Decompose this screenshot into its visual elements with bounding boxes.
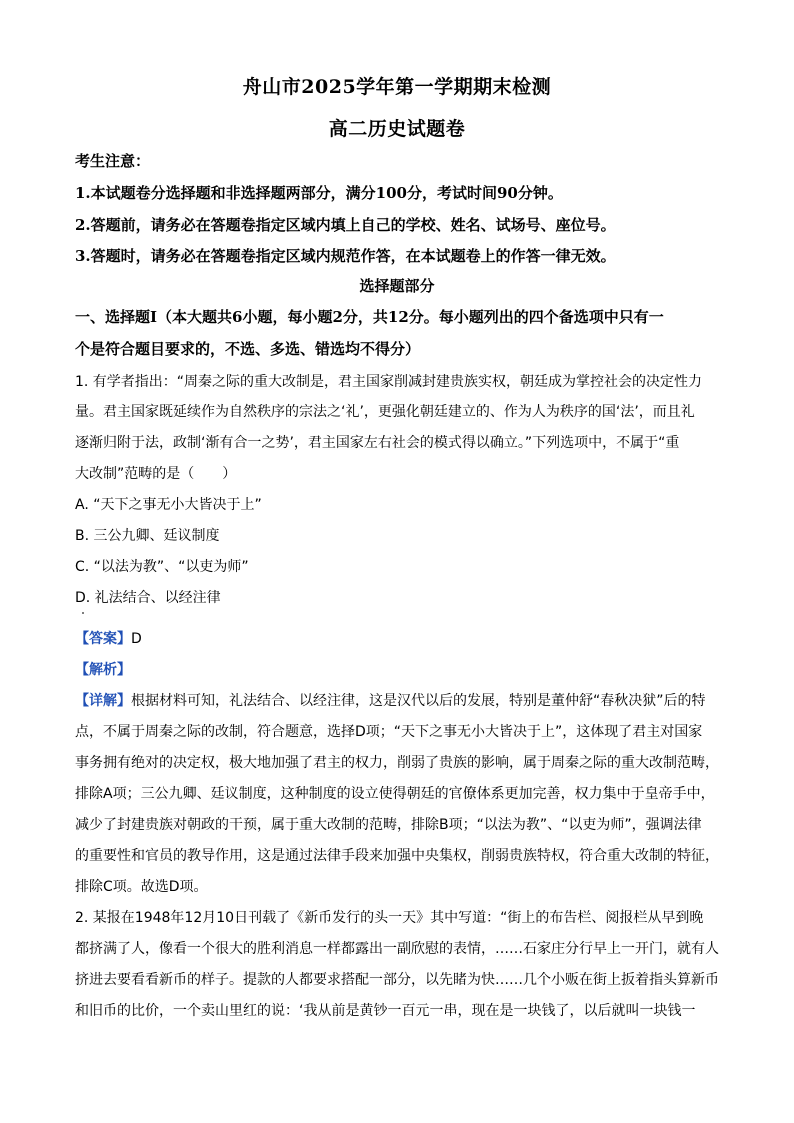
section-instruction-line-2: 个是符合题目要求的，不选、多选、错选均不得分） (75, 340, 421, 358)
stray-dot (82, 612, 84, 614)
q1-detail-line-4: 排除A项；三公九卿、廷议制度，这种制度的设立使得朝廷的官僚体系更加完善，权力集中于皇帝手中， (75, 786, 715, 802)
section-title: 选择题部分 (359, 277, 435, 295)
q1-option-a: A. “天下之事无小大皆决于上” (75, 497, 262, 513)
q1-detail-line-5: 减少了封建贵族对朝政的干预，属于重大改制的范畴，排除B项；“以法为教”、“以吏为师”，强调法律 (75, 817, 702, 833)
q1-detail-line-1 (75, 690, 725, 710)
detail-label: 【详解】 (75, 693, 131, 709)
answer-label: 【答案】 (75, 631, 131, 647)
q1-option-c: C. “以法为教”、“以吏为师” (75, 559, 249, 575)
q1-stem-line-3: 逐渐归附于法，政制‘渐有合一之势’，君主国家左右社会的模式得以确立。”下列选项中，不属于“重 (75, 435, 680, 451)
answer-value: D (131, 631, 142, 647)
q1-stem-line-2: 量。君主国家既延续作为自然秩序的宗法之‘礼’，更强化朝廷建立的、作为人为秩序的国‘法’，而且礼 (75, 404, 695, 420)
notice-item-2: 2.答题前，请务必在答题卷指定区域内填上自己的学校、姓名、试场号、座位号。 (75, 216, 616, 234)
q1-stem-line-4: 大改制”范畴的是（ ） (75, 466, 237, 482)
q1-analysis-label: 【解析】 (75, 662, 131, 678)
exam-subtitle: 高二历史试题卷 (328, 118, 466, 140)
q2-stem-line-4: 和旧币的比价，一个卖山里红的说：‘我从前是黄钞一百元一串，现在是一块钱了，以后就叫一块钱一 (75, 1003, 696, 1019)
q1-option-d: D. 礼法结合、以经注律 (75, 590, 221, 606)
notice-item-3: 3.答题时，请务必在答题卷指定区域内规范作答，在本试题卷上的作答一律无效。 (75, 247, 616, 265)
notice-item-1: 1.本试题卷分选择题和非选择题两部分，满分100分，考试时间90分钟。 (75, 184, 563, 202)
q2-stem-line-3: 挤进去要看看新币的样子。提款的人都要求搭配一部分，以先睹为快……几个小贩在街上扳着指头算新币 (75, 972, 719, 988)
q2-stem-line-2: 都挤满了人，像看一个很大的胜利消息一样都露出一副欣慰的表情，……石家庄分行早上一开门，就有人 (75, 941, 719, 957)
q1-stem-line-1: 1. 有学者指出：“周秦之际的重大改制是，君主国家削减封建贵族实权，朝廷成为掌控社会的决定性力 (75, 374, 703, 390)
q2-stem-line-1: 2. 某报在1948年12月10日刊载了《新币发行的头一天》其中写道：“街上的布告栏、阅报栏从早到晚 (75, 910, 704, 926)
q1-detail-line-6: 的重要性和官员的教导作用，这是通过法律手段来加强中央集权，削弱贵族特权，符合重大改制的特征， (75, 848, 719, 864)
q1-detail-line-2: 点，不属于周秦之际的改制，符合题意，选择D项；“天下之事无小大皆决于上”，这体现了君主对国家 (75, 724, 703, 740)
detail-text: 根据材料可知，礼法结合、以经注律，这是汉代以后的发展，特别是董仲舒“春秋决狱”后的特 (131, 693, 706, 709)
q1-detail-line-3: 事务拥有绝对的决定权，极大地加强了君主的权力，削弱了贵族的影响，属于周秦之际的重大改制范畴， (75, 755, 719, 771)
exam-title: 舟山市2025学年第一学期期末检测 (242, 76, 552, 98)
notice-heading: 考生注意： (75, 152, 151, 170)
q1-answer (75, 628, 725, 648)
q1-detail-line-7: 排除C项。故选D项。 (75, 879, 208, 895)
q1-option-b: B. 三公九卿、廷议制度 (75, 528, 220, 544)
section-instruction-line-1: 一、选择题Ⅰ（本大题共6小题，每小题2分，共12分。每小题列出的四个备选项中只有一 (75, 308, 664, 326)
